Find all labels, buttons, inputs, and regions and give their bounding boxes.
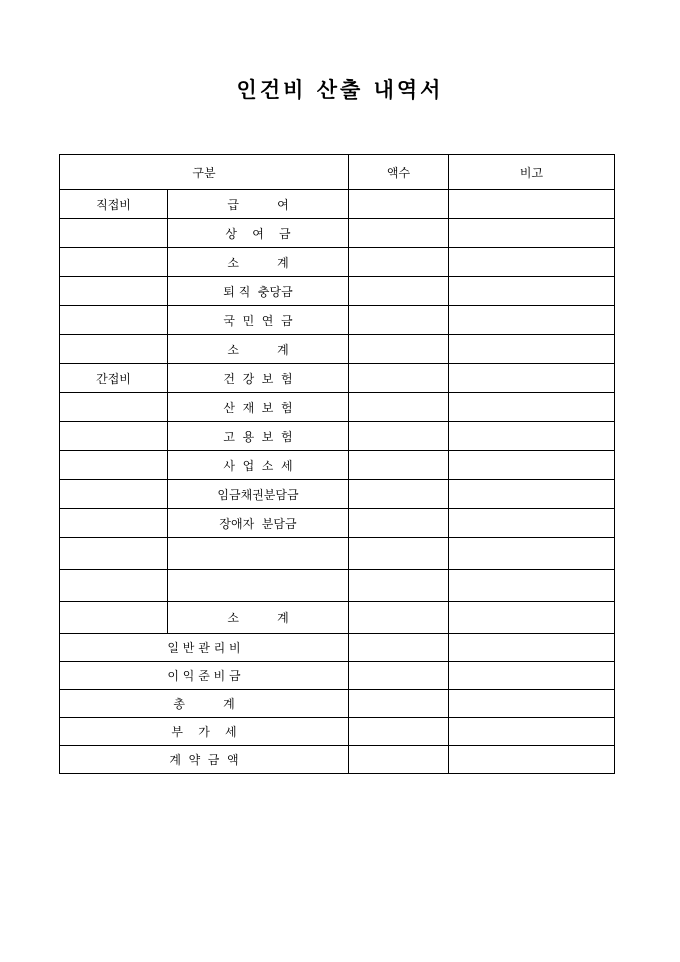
amount-cell[interactable] xyxy=(349,718,449,746)
table-row xyxy=(60,364,615,393)
table-row xyxy=(60,451,615,480)
section-cell xyxy=(60,393,168,422)
amount-cell[interactable] xyxy=(349,602,449,634)
item-label: 소 계 xyxy=(168,248,349,277)
remarks-cell[interactable] xyxy=(449,277,615,306)
remarks-cell[interactable] xyxy=(449,690,615,718)
amount-cell[interactable] xyxy=(349,538,449,570)
header-amount: 액수 xyxy=(349,155,449,190)
table-row xyxy=(60,190,615,219)
table-row xyxy=(60,277,615,306)
table-row xyxy=(60,602,615,634)
amount-cell[interactable] xyxy=(349,570,449,602)
amount-cell[interactable] xyxy=(349,480,449,509)
remarks-cell[interactable] xyxy=(449,422,615,451)
section-cell xyxy=(60,219,168,248)
remarks-cell[interactable] xyxy=(449,480,615,509)
direct-cost-label: 직접비 xyxy=(60,190,168,219)
summary-row xyxy=(60,718,615,746)
amount-cell[interactable] xyxy=(349,451,449,480)
summary-label: 총 계 xyxy=(60,690,349,718)
remarks-cell[interactable] xyxy=(449,602,615,634)
indirect-cost-label: 간접비 xyxy=(60,364,168,393)
table-row xyxy=(60,570,615,602)
summary-row xyxy=(60,746,615,774)
header-category: 구분 xyxy=(60,155,349,190)
labor-cost-table xyxy=(59,154,615,774)
remarks-cell[interactable] xyxy=(449,718,615,746)
amount-cell[interactable] xyxy=(349,277,449,306)
section-cell xyxy=(60,570,168,602)
remarks-cell[interactable] xyxy=(449,364,615,393)
remarks-cell[interactable] xyxy=(449,190,615,219)
table-row xyxy=(60,248,615,277)
amount-cell[interactable] xyxy=(349,248,449,277)
item-label: 사 업 소 세 xyxy=(168,451,349,480)
amount-cell[interactable] xyxy=(349,393,449,422)
remarks-cell[interactable] xyxy=(449,634,615,662)
table-row xyxy=(60,509,615,538)
summary-row xyxy=(60,690,615,718)
item-label: 건 강 보 험 xyxy=(168,364,349,393)
amount-cell[interactable] xyxy=(349,746,449,774)
table-row xyxy=(60,538,615,570)
item-label: 상 여 금 xyxy=(168,219,349,248)
amount-cell[interactable] xyxy=(349,190,449,219)
section-cell xyxy=(60,248,168,277)
remarks-cell[interactable] xyxy=(449,393,615,422)
table-row xyxy=(60,422,615,451)
item-label: 국 민 연 금 xyxy=(168,306,349,335)
table-row xyxy=(60,219,615,248)
amount-cell[interactable] xyxy=(349,306,449,335)
section-cell xyxy=(60,538,168,570)
document-title: 인건비 산출 내역서 xyxy=(236,77,444,102)
summary-label: 이 익 준 비 금 xyxy=(60,662,349,690)
amount-cell[interactable] xyxy=(349,422,449,451)
section-cell xyxy=(60,306,168,335)
summary-row xyxy=(60,662,615,690)
amount-cell[interactable] xyxy=(349,219,449,248)
item-label: 고 용 보 험 xyxy=(168,422,349,451)
section-cell xyxy=(60,277,168,306)
item-label: 급 여 xyxy=(168,190,349,219)
section-cell xyxy=(60,451,168,480)
section-cell xyxy=(60,602,168,634)
amount-cell[interactable] xyxy=(349,690,449,718)
section-cell xyxy=(60,509,168,538)
item-label: 소 계 xyxy=(168,602,349,634)
item-label: 임금채권분담금 xyxy=(168,480,349,509)
remarks-cell[interactable] xyxy=(449,746,615,774)
amount-cell[interactable] xyxy=(349,662,449,690)
table-row xyxy=(60,480,615,509)
amount-cell[interactable] xyxy=(349,364,449,393)
summary-label: 계 약 금 액 xyxy=(60,746,349,774)
section-cell xyxy=(60,335,168,364)
item-label[interactable] xyxy=(168,538,349,570)
remarks-cell[interactable] xyxy=(449,248,615,277)
amount-cell[interactable] xyxy=(349,335,449,364)
remarks-cell[interactable] xyxy=(449,451,615,480)
table-row xyxy=(60,306,615,335)
item-label: 장애자 분담금 xyxy=(168,509,349,538)
remarks-cell[interactable] xyxy=(449,509,615,538)
summary-row xyxy=(60,634,615,662)
summary-label: 부 가 세 xyxy=(60,718,349,746)
remarks-cell[interactable] xyxy=(449,219,615,248)
table-header-row xyxy=(60,155,615,190)
item-label: 산 재 보 험 xyxy=(168,393,349,422)
remarks-cell[interactable] xyxy=(449,570,615,602)
remarks-cell[interactable] xyxy=(449,662,615,690)
amount-cell[interactable] xyxy=(349,634,449,662)
header-remarks: 비고 xyxy=(449,155,615,190)
section-cell xyxy=(60,422,168,451)
item-label: 퇴 직 충당금 xyxy=(168,277,349,306)
item-label: 소 계 xyxy=(168,335,349,364)
remarks-cell[interactable] xyxy=(449,538,615,570)
remarks-cell[interactable] xyxy=(449,335,615,364)
remarks-cell[interactable] xyxy=(449,306,615,335)
summary-label: 일 반 관 리 비 xyxy=(60,634,349,662)
table-row xyxy=(60,335,615,364)
section-cell xyxy=(60,480,168,509)
amount-cell[interactable] xyxy=(349,509,449,538)
item-label[interactable] xyxy=(168,570,349,602)
table-row xyxy=(60,393,615,422)
